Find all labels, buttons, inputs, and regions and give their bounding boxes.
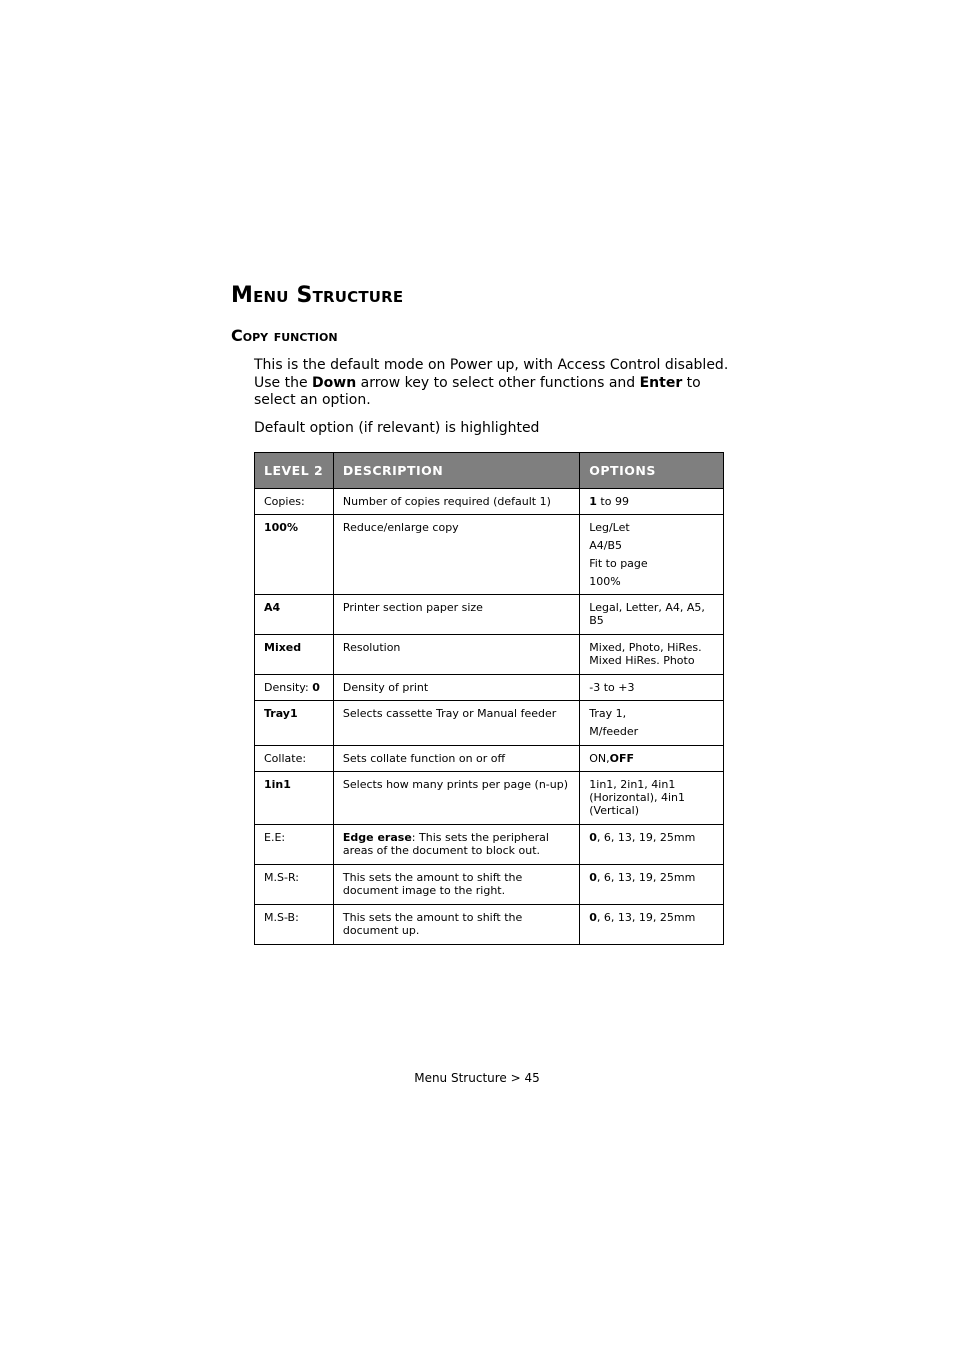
intro-bold-down: Down <box>312 374 357 391</box>
table-body <box>255 489 724 945</box>
intro-bold-enter: Enter <box>639 374 683 391</box>
table-row <box>255 675 724 701</box>
text-run: This sets the amount to shift the document image to the right. <box>342 871 523 897</box>
cell-description <box>333 635 579 675</box>
option-line <box>589 641 714 667</box>
option-line <box>589 521 714 534</box>
option-line <box>589 575 714 588</box>
option-line <box>589 557 714 570</box>
bold-text: 1 <box>589 495 597 508</box>
text-run: Number of copies required (default 1) <box>342 495 551 508</box>
bold-text: 0 <box>589 911 597 924</box>
text-run: 1in1, 2in1, 4in1 (Horizontal), 4in1 (Vertical) <box>589 778 686 817</box>
text-run: This sets the amount to shift the document up. <box>342 911 523 937</box>
menu-table <box>254 452 724 945</box>
table-row <box>255 635 724 675</box>
text-run: -3 to +3 <box>589 681 635 694</box>
cell-level <box>255 515 334 595</box>
cell-level <box>255 825 334 865</box>
cell-options <box>580 701 724 746</box>
bold-text: Tray1 <box>264 707 298 720</box>
header-description: DESCRIPTION <box>333 453 579 489</box>
text-run: Copies: <box>264 495 305 508</box>
option-line <box>589 539 714 552</box>
text-run: Legal, Letter, A4, A5, B5 <box>589 601 705 627</box>
option-line <box>589 911 714 924</box>
text-run: M.S-B: <box>264 911 299 924</box>
header-level: LEVEL 2 <box>255 453 334 489</box>
table-row <box>255 489 724 515</box>
text-run: Reduce/enlarge copy <box>342 521 459 534</box>
cell-options <box>580 825 724 865</box>
cell-options <box>580 635 724 675</box>
text-run: , 6, 13, 19, 25mm <box>596 911 696 924</box>
text-run: 100% <box>589 575 621 588</box>
table-row <box>255 595 724 635</box>
bold-text: 1in1 <box>264 778 291 791</box>
bold-text: Edge erase <box>342 831 412 844</box>
option-line <box>589 778 714 817</box>
bold-text: Mixed <box>264 641 302 654</box>
header-options: OPTIONS <box>580 453 724 489</box>
cell-options <box>580 905 724 945</box>
text-run: ON, <box>589 752 610 765</box>
table-row <box>255 515 724 595</box>
cell-options <box>580 595 724 635</box>
cell-description <box>333 515 579 595</box>
text-run: Density: <box>264 681 313 694</box>
option-line <box>589 871 714 884</box>
cell-description <box>333 675 579 701</box>
option-line <box>589 752 714 765</box>
cell-level <box>255 635 334 675</box>
page-footer: Menu Structure > 45 <box>414 1071 540 1085</box>
text-run: Sets collate function on or off <box>342 752 506 765</box>
text-run: M.S-R: <box>264 871 299 884</box>
cell-options <box>580 675 724 701</box>
table-row <box>255 825 724 865</box>
table-header-row <box>255 453 724 489</box>
text-run: Selects cassette Tray or Manual feeder <box>342 707 557 720</box>
bold-text: A4 <box>264 601 281 614</box>
text-run: , 6, 13, 19, 25mm <box>596 831 696 844</box>
cell-description <box>333 865 579 905</box>
option-line <box>589 831 714 844</box>
cell-description <box>333 489 579 515</box>
text-run: Mixed, Photo, HiRes. Mixed HiRes. Photo <box>589 641 702 667</box>
cell-options <box>580 865 724 905</box>
text-run: Printer section paper size <box>342 601 483 614</box>
bold-text: 100% <box>264 521 298 534</box>
option-line <box>589 725 714 738</box>
text-run: , 6, 13, 19, 25mm <box>596 871 696 884</box>
text-run: Tray 1, <box>589 707 627 720</box>
cell-description <box>333 595 579 635</box>
cell-description <box>333 905 579 945</box>
intro-text-3: to select an option. <box>254 374 701 408</box>
table-row <box>255 772 724 825</box>
cell-level <box>255 489 334 515</box>
text-run: Fit to page <box>589 557 648 570</box>
cell-description <box>333 772 579 825</box>
text-run: : This sets the peripheral areas of the document to block out. <box>342 831 549 857</box>
table-row <box>255 865 724 905</box>
cell-options <box>580 489 724 515</box>
text-run: M/feeder <box>589 725 639 738</box>
intro-text-1: This is the default mode on Power up, with Access Control disabled. Use the <box>254 357 729 391</box>
text-run: Selects how many prints per page (n-up) <box>342 778 569 791</box>
section-title: Copy function <box>231 326 338 345</box>
cell-options <box>580 515 724 595</box>
cell-level <box>255 865 334 905</box>
text-run: A4/B5 <box>589 539 623 552</box>
cell-description <box>333 746 579 772</box>
cell-options <box>580 772 724 825</box>
text-run: Leg/Let <box>589 521 630 534</box>
cell-level <box>255 595 334 635</box>
bold-text: 0 <box>589 871 597 884</box>
option-line <box>589 681 714 694</box>
intro-paragraph <box>254 357 729 410</box>
text-run: Resolution <box>342 641 401 654</box>
cell-description <box>333 701 579 746</box>
cell-level <box>255 772 334 825</box>
option-line <box>589 495 714 508</box>
text-run: to 99 <box>596 495 629 508</box>
cell-level <box>255 905 334 945</box>
table-row <box>255 746 724 772</box>
default-note: Default option (if relevant) is highlighted <box>254 420 540 436</box>
option-line <box>589 601 714 627</box>
option-line <box>589 707 714 720</box>
cell-level <box>255 701 334 746</box>
cell-level <box>255 746 334 772</box>
cell-description <box>333 825 579 865</box>
text-run: Collate: <box>264 752 307 765</box>
bold-text: OFF <box>609 752 635 765</box>
cell-options <box>580 746 724 772</box>
intro-text-2: arrow key to select other functions and <box>356 374 640 391</box>
bold-text: 0 <box>589 831 597 844</box>
table-row <box>255 905 724 945</box>
table-row <box>255 701 724 746</box>
cell-level <box>255 675 334 701</box>
bold-text: 0 <box>312 681 320 694</box>
page-title: Menu Structure <box>231 283 404 308</box>
text-run: E.E: <box>264 831 286 844</box>
text-run: Density of print <box>342 681 429 694</box>
